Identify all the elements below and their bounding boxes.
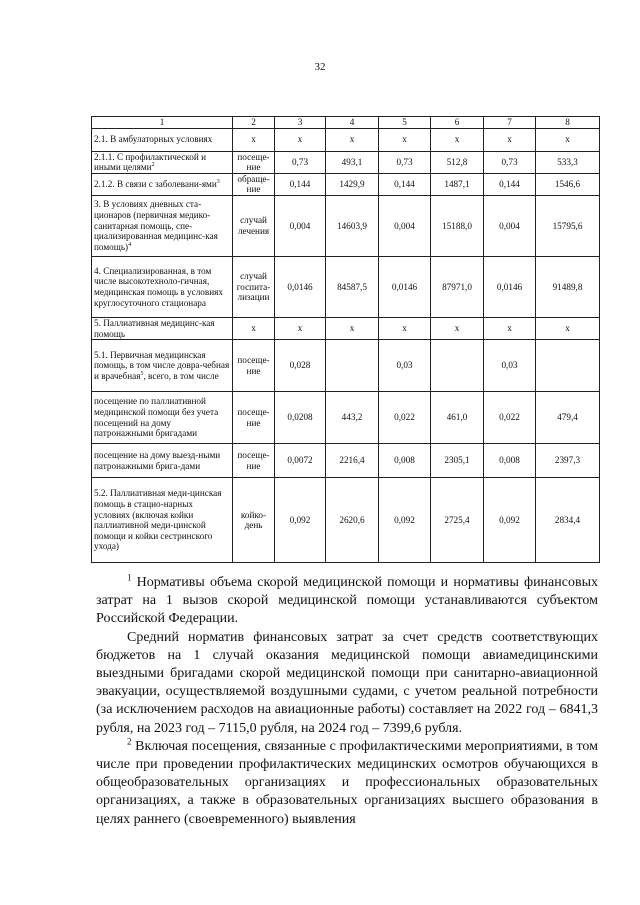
table-row xyxy=(92,195,600,256)
row-label: 2.1.1. С профилактической и иными целями xyxy=(94,151,207,173)
header-cell: 7 xyxy=(484,117,536,129)
row-label-cell xyxy=(92,128,233,151)
row-label-cell xyxy=(92,317,233,339)
value-cell: 0,008 xyxy=(379,444,431,478)
table-row xyxy=(92,392,600,444)
value-cell: х xyxy=(326,317,379,339)
row-label: посещение по паллиативной медицинской помощи без учета посещений на дому патронажными бригадами xyxy=(94,396,219,439)
footnote-ref: 5 xyxy=(140,370,144,377)
value-cell: 2216,4 xyxy=(326,444,379,478)
value-cell: 0,004 xyxy=(275,195,326,256)
value-cell: 15795,6 xyxy=(536,195,600,256)
footnote-2 xyxy=(96,738,598,829)
unit-cell: х xyxy=(233,128,275,151)
value-cell: 0,092 xyxy=(379,478,431,563)
unit-cell: посеще-ние xyxy=(233,151,275,173)
value-cell: 0,0146 xyxy=(275,256,326,317)
paragraph-avia: Средний норматив финансовых затрат за счет средств соответствующих бюджетов на 1 случай оказания медицинской помощи авиамедицинскими выездными бригадами скорой медицинской помощи при санитарно-авиационной эвакуации, осуществляемой воздушными судами, с учетом реальной потребности (за исключением расходов на авиационные работы) составляет на 2022 год – 6841,3 рубля, на 2023 год – 7115,0 рубля, на 2024 год – 7399,6 рубля. xyxy=(96,629,598,736)
row-label-cell xyxy=(92,478,233,563)
footnote-mark: 2 xyxy=(127,736,132,747)
table-row xyxy=(92,317,600,339)
table-row xyxy=(92,256,600,317)
row-label-tail: , всего, в том числе xyxy=(143,370,219,381)
table-row xyxy=(92,444,600,478)
table-row xyxy=(92,340,600,392)
value-cell: 0,144 xyxy=(275,173,326,195)
value-cell: 533,3 xyxy=(536,151,600,173)
value-cell xyxy=(326,340,379,392)
unit-cell: х xyxy=(233,317,275,339)
header-cell: 1 xyxy=(92,117,233,129)
row-label: 3. В условиях дневных ста-ционаров (первичная медико-санитарная помощь, спе-циализированная медицинс-кая помощь) xyxy=(94,199,218,252)
header-cell: 2 xyxy=(233,117,275,129)
value-cell: х xyxy=(275,317,326,339)
value-cell: 0,004 xyxy=(484,195,536,256)
value-cell: х xyxy=(431,317,484,339)
value-cell: х xyxy=(484,128,536,151)
value-cell: 493,1 xyxy=(326,151,379,173)
value-cell: 512,8 xyxy=(431,151,484,173)
value-cell: 0,0208 xyxy=(275,392,326,444)
header-cell: 3 xyxy=(275,117,326,129)
unit-cell: случай лечения xyxy=(233,195,275,256)
footnote-mark: 1 xyxy=(127,572,132,583)
value-cell: 0,008 xyxy=(484,444,536,478)
value-cell: 443,2 xyxy=(326,392,379,444)
value-cell: 0,144 xyxy=(379,173,431,195)
value-cell: 0,092 xyxy=(275,478,326,563)
value-cell: х xyxy=(536,128,600,151)
row-label-cell xyxy=(92,151,233,173)
table-body xyxy=(92,117,600,563)
value-cell: 2397,3 xyxy=(536,444,600,478)
value-cell: 0,004 xyxy=(379,195,431,256)
row-label: 2.1. В амбулаторных условиях xyxy=(94,134,213,145)
table-row xyxy=(92,173,600,195)
value-cell: 0,0146 xyxy=(379,256,431,317)
table-row xyxy=(92,128,600,151)
value-cell: 0,73 xyxy=(275,151,326,173)
row-label-cell xyxy=(92,392,233,444)
unit-cell: обраще-ние xyxy=(233,173,275,195)
header-cell: 5 xyxy=(379,117,431,129)
unit-cell: койко-день xyxy=(233,478,275,563)
value-cell: х xyxy=(536,317,600,339)
value-cell: 0,0072 xyxy=(275,444,326,478)
value-cell: 2725,4 xyxy=(431,478,484,563)
value-cell: 461,0 xyxy=(431,392,484,444)
value-cell: 0,73 xyxy=(379,151,431,173)
row-label: 5.1. Первичная медицинская помощь, в том числе довра-чебная и врачебная xyxy=(94,349,230,381)
value-cell: 0,022 xyxy=(484,392,536,444)
header-cell: 6 xyxy=(431,117,484,129)
value-cell: х xyxy=(379,317,431,339)
row-label: посещение на дому выезд-ными патронажными брига-дами xyxy=(94,450,221,471)
value-cell: х xyxy=(379,128,431,151)
value-cell: 1487,1 xyxy=(431,173,484,195)
row-label-cell xyxy=(92,195,233,256)
value-cell: 0,092 xyxy=(484,478,536,563)
table-row xyxy=(92,151,600,173)
value-cell: 0,03 xyxy=(484,340,536,392)
footnote-ref: 4 xyxy=(128,241,132,248)
value-cell: 14603,9 xyxy=(326,195,379,256)
norms-table xyxy=(91,116,600,563)
value-cell xyxy=(536,340,600,392)
value-cell: х xyxy=(275,128,326,151)
footnote-ref: 2 xyxy=(151,162,155,169)
value-cell: 84587,5 xyxy=(326,256,379,317)
value-cell: 2620,6 xyxy=(326,478,379,563)
value-cell: х xyxy=(484,317,536,339)
unit-cell: посеще-ние xyxy=(233,340,275,392)
value-cell: 2834,4 xyxy=(536,478,600,563)
value-cell: 2305,1 xyxy=(431,444,484,478)
footnote-text: Включая посещения, связанные с профилактическими мероприятиями, в том числе при проведении профилактических медицинских осмотров обучающихся в общеобразовательных организациях и профессиональных образовательных организациях, а также в образовательных организациях высшего образования в целях раннего (своевременного) выявления xyxy=(96,738,598,827)
unit-cell: случай госпита-лизации xyxy=(233,256,275,317)
row-label-cell xyxy=(92,173,233,195)
table-header-row xyxy=(92,117,600,129)
value-cell: 15188,0 xyxy=(431,195,484,256)
value-cell: 0,03 xyxy=(379,340,431,392)
value-cell: 0,028 xyxy=(275,340,326,392)
row-label: 2.1.2. В связи с заболевани-ями xyxy=(94,179,217,190)
footnote-ref: 3 xyxy=(216,179,220,186)
value-cell: 1546,6 xyxy=(536,173,600,195)
header-cell: 4 xyxy=(326,117,379,129)
footnote-text: Нормативы объема скорой медицинской помощи и нормативы финансовых затрат на 1 вызов скорой медицинской помощи устанавливаются субъектом Российской Федерации. xyxy=(96,575,598,627)
value-cell: 0,0146 xyxy=(484,256,536,317)
unit-cell: посеще-ние xyxy=(233,444,275,478)
row-label-cell xyxy=(92,256,233,317)
header-cell: 8 xyxy=(536,117,600,129)
value-cell: 0,022 xyxy=(379,392,431,444)
row-label-cell xyxy=(92,340,233,392)
row-label-cell xyxy=(92,444,233,478)
value-cell: 0,73 xyxy=(484,151,536,173)
value-cell: 479,4 xyxy=(536,392,600,444)
row-label: 5. Паллиативная медицинс-кая помощь xyxy=(94,317,215,339)
value-cell: 0,144 xyxy=(484,173,536,195)
value-cell: 1429,9 xyxy=(326,173,379,195)
value-cell xyxy=(431,340,484,392)
page-number: 32 xyxy=(314,61,326,73)
value-cell: 87971,0 xyxy=(431,256,484,317)
value-cell: х xyxy=(431,128,484,151)
unit-cell: посеще-ние xyxy=(233,392,275,444)
footnote-1 xyxy=(96,574,598,629)
value-cell: 91489,8 xyxy=(536,256,600,317)
value-cell: х xyxy=(326,128,379,151)
row-label: 4. Специализированная, в том числе высокотехноло-гичная, медицинская помощь в условиях круглосуточного стационара xyxy=(94,265,223,308)
table-row xyxy=(92,478,600,563)
row-label: 5.2. Паллиативная меди-цинская помощь в стацио-нарных условиях (включая койки паллиативной меди-цинской помощи и койки сестринского ухода) xyxy=(94,488,222,552)
footnotes xyxy=(96,574,598,829)
